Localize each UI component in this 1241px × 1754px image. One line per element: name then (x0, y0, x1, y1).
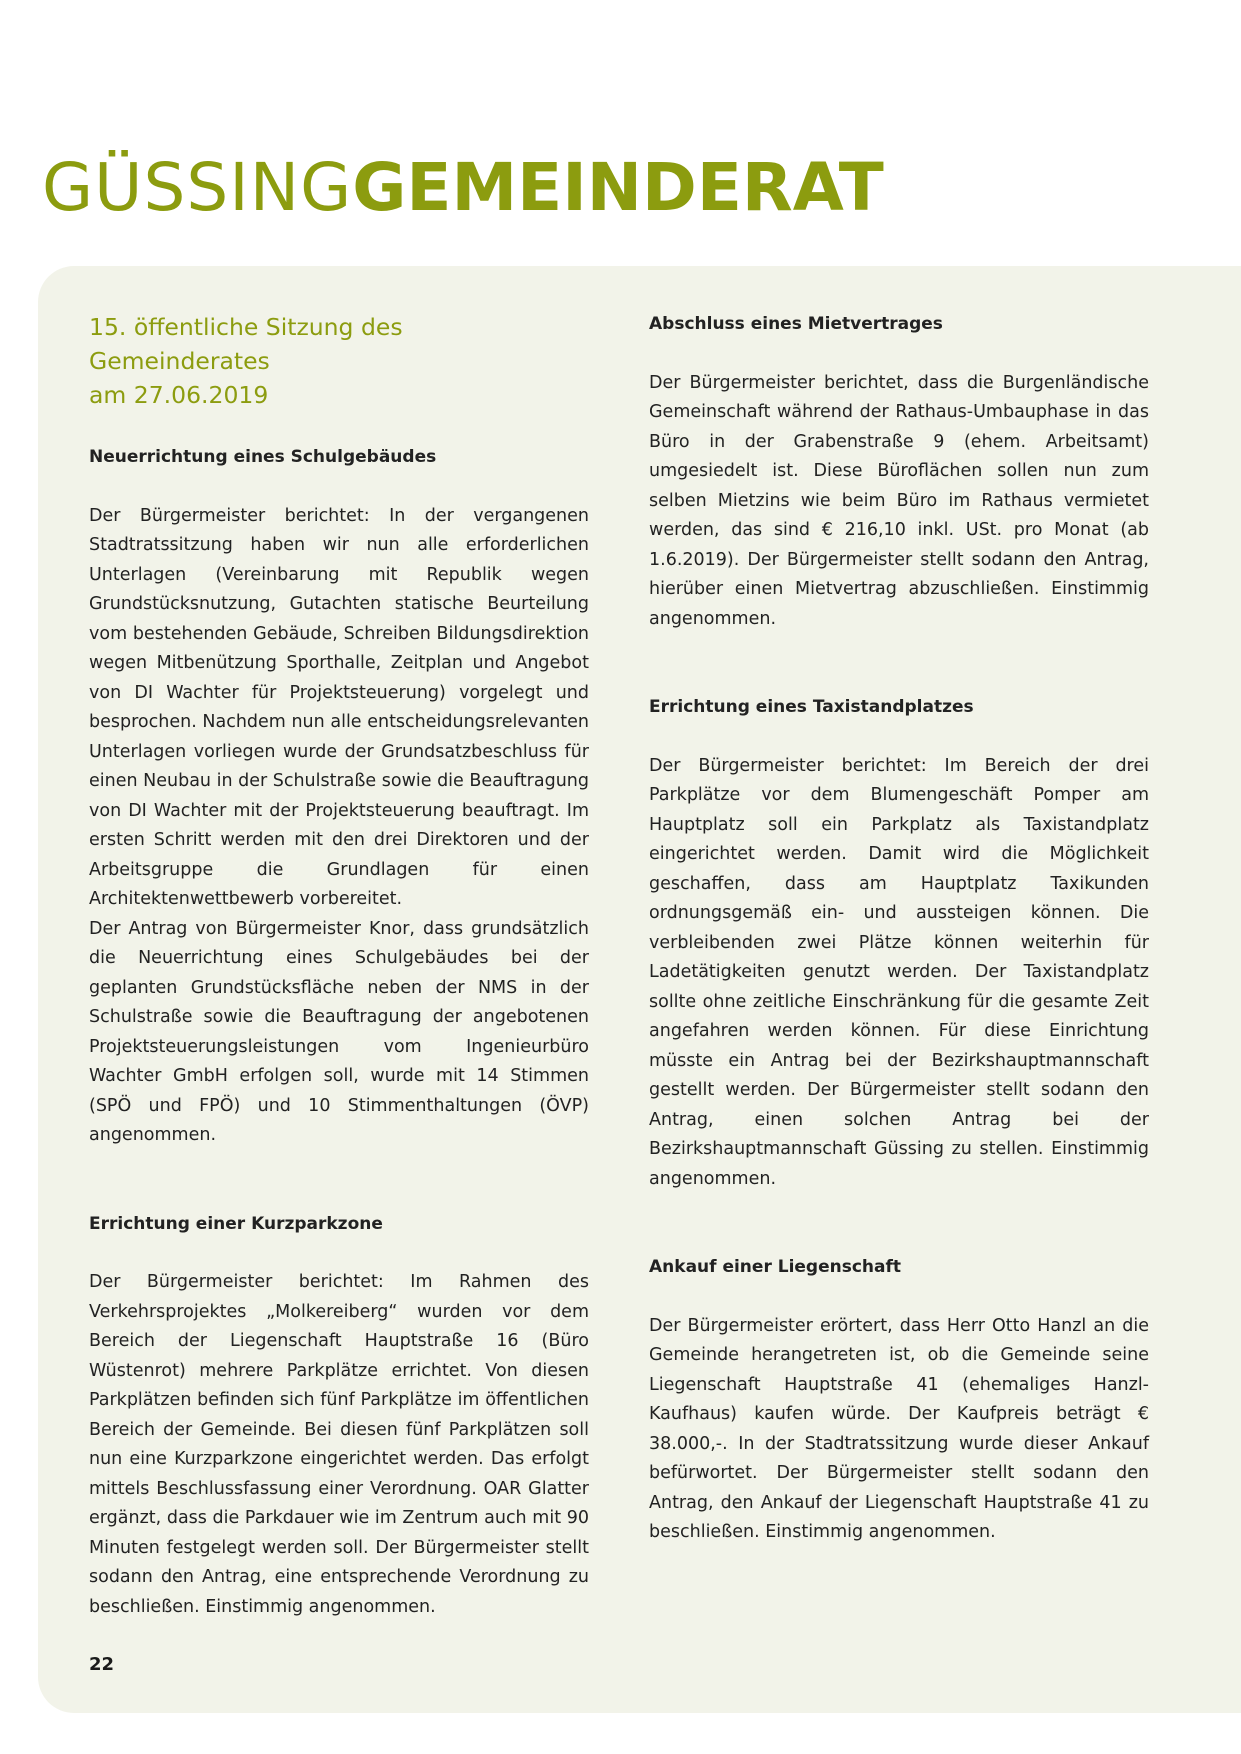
section-spacer (89, 1151, 589, 1210)
section-text-taxistandplatz: Der Bürgermeister berichtet: Im Bereich der drei Parkplätze vor dem Blumengeschäft Pomper am Hauptplatz soll ein Parkplatz als Taxistandplatz eingerichtet werden. Damit wird die Möglichkeit geschaffen, dass am Hauptplatz Taxikunden ordnungsgemäß ein- und aussteigen können. Die verbleibenden zwei Plätze können weiterhin für Ladetätigkeiten genutzt werden. Der Taxistandplatz sollte ohne zeitliche Einschränkung für die gesamte Zeit angefahren werden können. Für diese Einrichtung müsste ein Antrag bei der Bezirkshauptmannschaft gestellt werden. Der Bürgermeister stellt sodann den Antrag, einen solchen Antrag bei der Bezirkshauptmannschaft Güssing zu stellen. Einstimmig angenommen. (649, 755, 1149, 1189)
section-text-mietvertrag: Der Bürgermeister berichtet, dass die Burgenländische Gemeinschaft während der Rathaus-Umbauphase in das Büro in der Grabenstraße 9 (ehem. Arbeitsamt) umgesiedelt ist. Diese Büroflächen sollen nun zum selben Mietzins wie beim Büro im Rathaus vermietet werden, das sind € 216,10 inkl. USt. pro Monat (ab 1.6.2019). Der Bürgermeister stellt sodann den Antrag, hierüber einen Mietvertrag abzuschließen. Einstimmig angenommen. (649, 372, 1149, 629)
section-text-liegenschaft: Der Bürgermeister erörtert, dass Herr Otto Hanzl an die Gemeinde herangetreten ist, ob die Gemeinde seine Liegenschaft Hauptstraße 41 (ehemaliges Hanzl-Kaufhaus) kaufen würde. Der Kaufpreis beträgt € 38.000,-. In der Stadtratssitzung wurde dieser Ankauf befürwortet. Der Bürgermeister stellt sodann den Antrag, den Ankauf der Liegenschaft Hauptstraße 41 zu beschließen. Einstimmig angenommen. (649, 1315, 1149, 1542)
meeting-title-line1: 15. öffentliche Sitzung des Gemeinderates (89, 313, 403, 375)
masthead-bold: GEMEINDERAT (352, 149, 884, 226)
left-column (89, 310, 589, 1622)
section-text-kurzparkzone: Der Bürgermeister berichtet: Im Rahmen des Verkehrsprojektes „Molkereiberg“ wurden vor dem Bereich der Liegenschaft Hauptstraße 16 (Büro Wüstenrot) mehrere Parkplätze errichtet. Von diesen Parkplätzen befinden sich fünf Parkplätze im öffentlichen Bereich der Gemeinde. Bei diesen fünf Parkplätzen soll nun eine Kurzparkzone eingerichtet werden. Das erfolgt mittels Beschlussfassung einer Verordnung. OAR Glatter ergänzt, dass die Parkdauer wie im Zentrum auch mit 90 Minuten festgelegt werden soll. Der Bürgermeister stellt sodann den Antrag, eine entsprechende Verordnung zu beschließen. Einstimmig angenommen. (89, 1272, 589, 1617)
masthead-light: GÜSSING (42, 149, 353, 226)
section-title-schulgebaeude: Neuerrichtung eines Schulgebäudes (89, 447, 437, 467)
meeting-title (89, 310, 589, 412)
page-number: 22 (89, 1654, 115, 1675)
page-masthead (42, 148, 884, 228)
section-title-liegenschaft: Ankauf einer Liegenschaft (649, 1257, 902, 1277)
section-text-schulgebaeude-2: Der Antrag von Bürgermeister Knor, dass grundsätzlich die Neuerrichtung eines Schulgebäudes bei der geplanten Grundstücksfläche neben der NMS in der Schulstraße sowie die Beauftragung der angebotenen Projektsteuerungsleistungen vom Ingenieurbüro Wachter GmbH erfolgen soll, wurde mit 14 Stimmen (SPÖ und FPÖ) und 10 Stimmenthaltungen (ÖVP) angenommen. (89, 918, 589, 1145)
section-title-taxistandplatz: Errichtung eines Taxistandplatzes (649, 697, 974, 717)
right-column (649, 310, 1149, 1548)
meeting-title-line2: am 27.06.2019 (89, 381, 269, 409)
section-spacer (649, 634, 1149, 693)
section-title-mietvertrag: Abschluss eines Mietvertrages (649, 314, 943, 334)
section-spacer (649, 1194, 1149, 1253)
section-text-schulgebaeude-1: Der Bürgermeister berichtet: In der vergangenen Stadtratssitzung haben wir nun alle erforderlichen Unterlagen (Vereinbarung mit Republik wegen Grundstücksnutzung, Gutachten statische Beurteilung vom bestehenden Gebäude, Schreiben Bildungsdirektion wegen Mitbenützung Sporthalle, Zeitplan und Angebot von DI Wachter für Projektsteuerung) vorgelegt und besprochen. Nachdem nun alle entscheidungsrelevanten Unterlagen vorliegen wurde der Grundsatzbeschluss für einen Neubau in der Schulstraße sowie die Beauftragung von DI Wachter mit der Projektsteuerung beauftragt. Im ersten Schritt werden mit den drei Direktoren und der Arbeitsgruppe die Grundlagen für einen Architektenwettbewerb vorbereitet. (89, 505, 589, 909)
section-title-kurzparkzone: Errichtung einer Kurzparkzone (89, 1213, 383, 1234)
